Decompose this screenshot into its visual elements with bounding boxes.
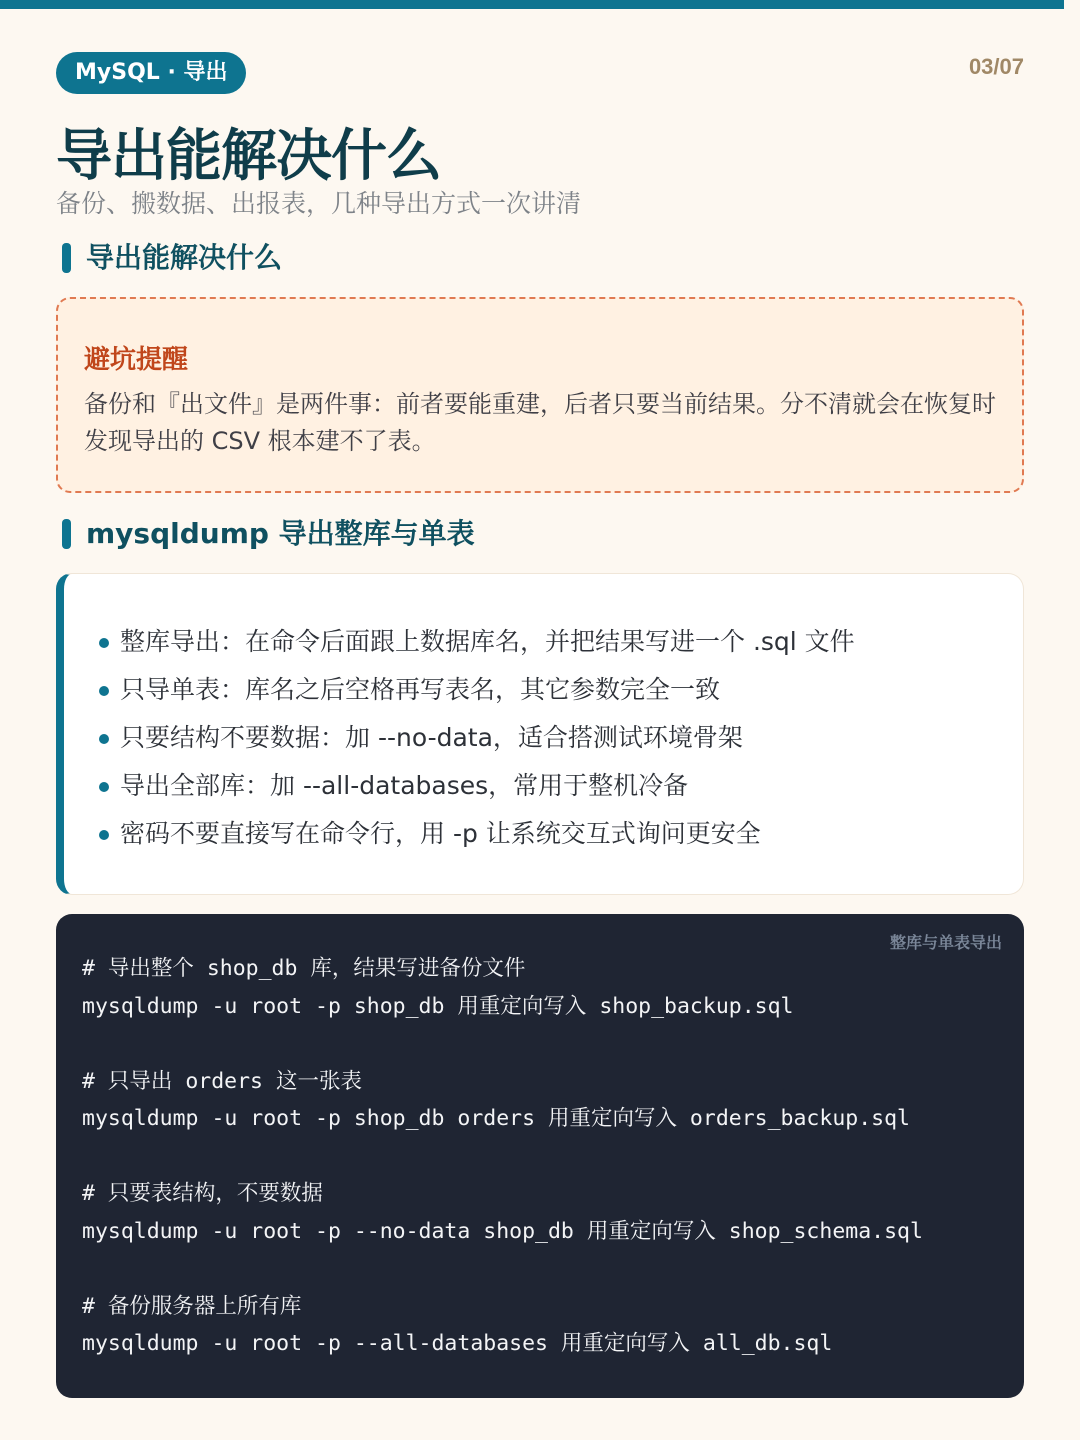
code-line: mysqldump -u root -p --no-data shop_db 用重定向写入 shop_schema.sql <box>82 1218 923 1244</box>
section-heading-2-text: mysqldump 导出整库与单表 <box>86 517 475 550</box>
code-line: # 导出整个 shop_db 库，结果写进备份文件 <box>82 956 526 981</box>
warning-title: 避坑提醒 <box>84 345 189 375</box>
section-heading-2 <box>62 516 475 552</box>
category-tag: MySQL · 导出 <box>56 52 246 94</box>
list-item: 密码不要直接写在命令行，用 -p 让系统交互式询问更安全 <box>96 810 1023 858</box>
list-item: 只导单表：库名之后空格再写表名，其它参数完全一致 <box>96 666 1023 714</box>
section-marker <box>62 243 71 273</box>
code-block <box>56 914 1024 1398</box>
code-line: # 备份服务器上所有库 <box>82 1293 302 1319</box>
code-line: mysqldump -u root -p shop_db 用重定向写入 shop_backup.sql <box>82 993 794 1019</box>
list-item: 整库导出：在命令后面跟上数据库名，并把结果写进一个 .sql 文件 <box>96 618 1023 666</box>
code-caption: 整库与单表导出 <box>889 933 1002 952</box>
code-line: mysqldump -u root -p shop_db orders 用重定向写入 orders_backup.sql <box>82 1106 910 1131</box>
tips-list <box>96 618 1023 858</box>
top-accent-bar <box>0 0 1064 9</box>
code-line: # 只要表结构，不要数据 <box>82 1181 323 1206</box>
code-line <box>82 1025 1024 1063</box>
page-number: 03/07 <box>968 54 1024 79</box>
code-line: # 只导出 orders 这一张表 <box>82 1068 362 1094</box>
page-subtitle: 备份、搬数据、出报表，几种导出方式一次讲清 <box>56 189 582 218</box>
list-item: 只要结构不要数据：加 --no-data，适合搭测试环境骨架 <box>96 714 1023 762</box>
code-line <box>82 1138 1024 1176</box>
code-line: mysqldump -u root -p --all-databases 用重定向写入 all_db.sql <box>82 1331 833 1356</box>
section-heading-1 <box>62 240 282 276</box>
section-heading-1-text: 导出能解决什么 <box>86 241 283 274</box>
header <box>56 52 1024 94</box>
list-item: 导出全部库：加 --all-databases，常用于整机冷备 <box>96 762 1023 810</box>
tips-card <box>56 573 1024 895</box>
code-line <box>82 1250 1024 1288</box>
page-title: 导出能解决什么 <box>56 124 441 189</box>
warning-text: 备份和『出文件』是两件事：前者要能重建，后者只要当前结果。分不清就会在恢复时发现导出的 CSV 根本建不了表。 <box>84 390 996 455</box>
section-marker <box>62 519 71 549</box>
warning-callout <box>56 297 1024 493</box>
